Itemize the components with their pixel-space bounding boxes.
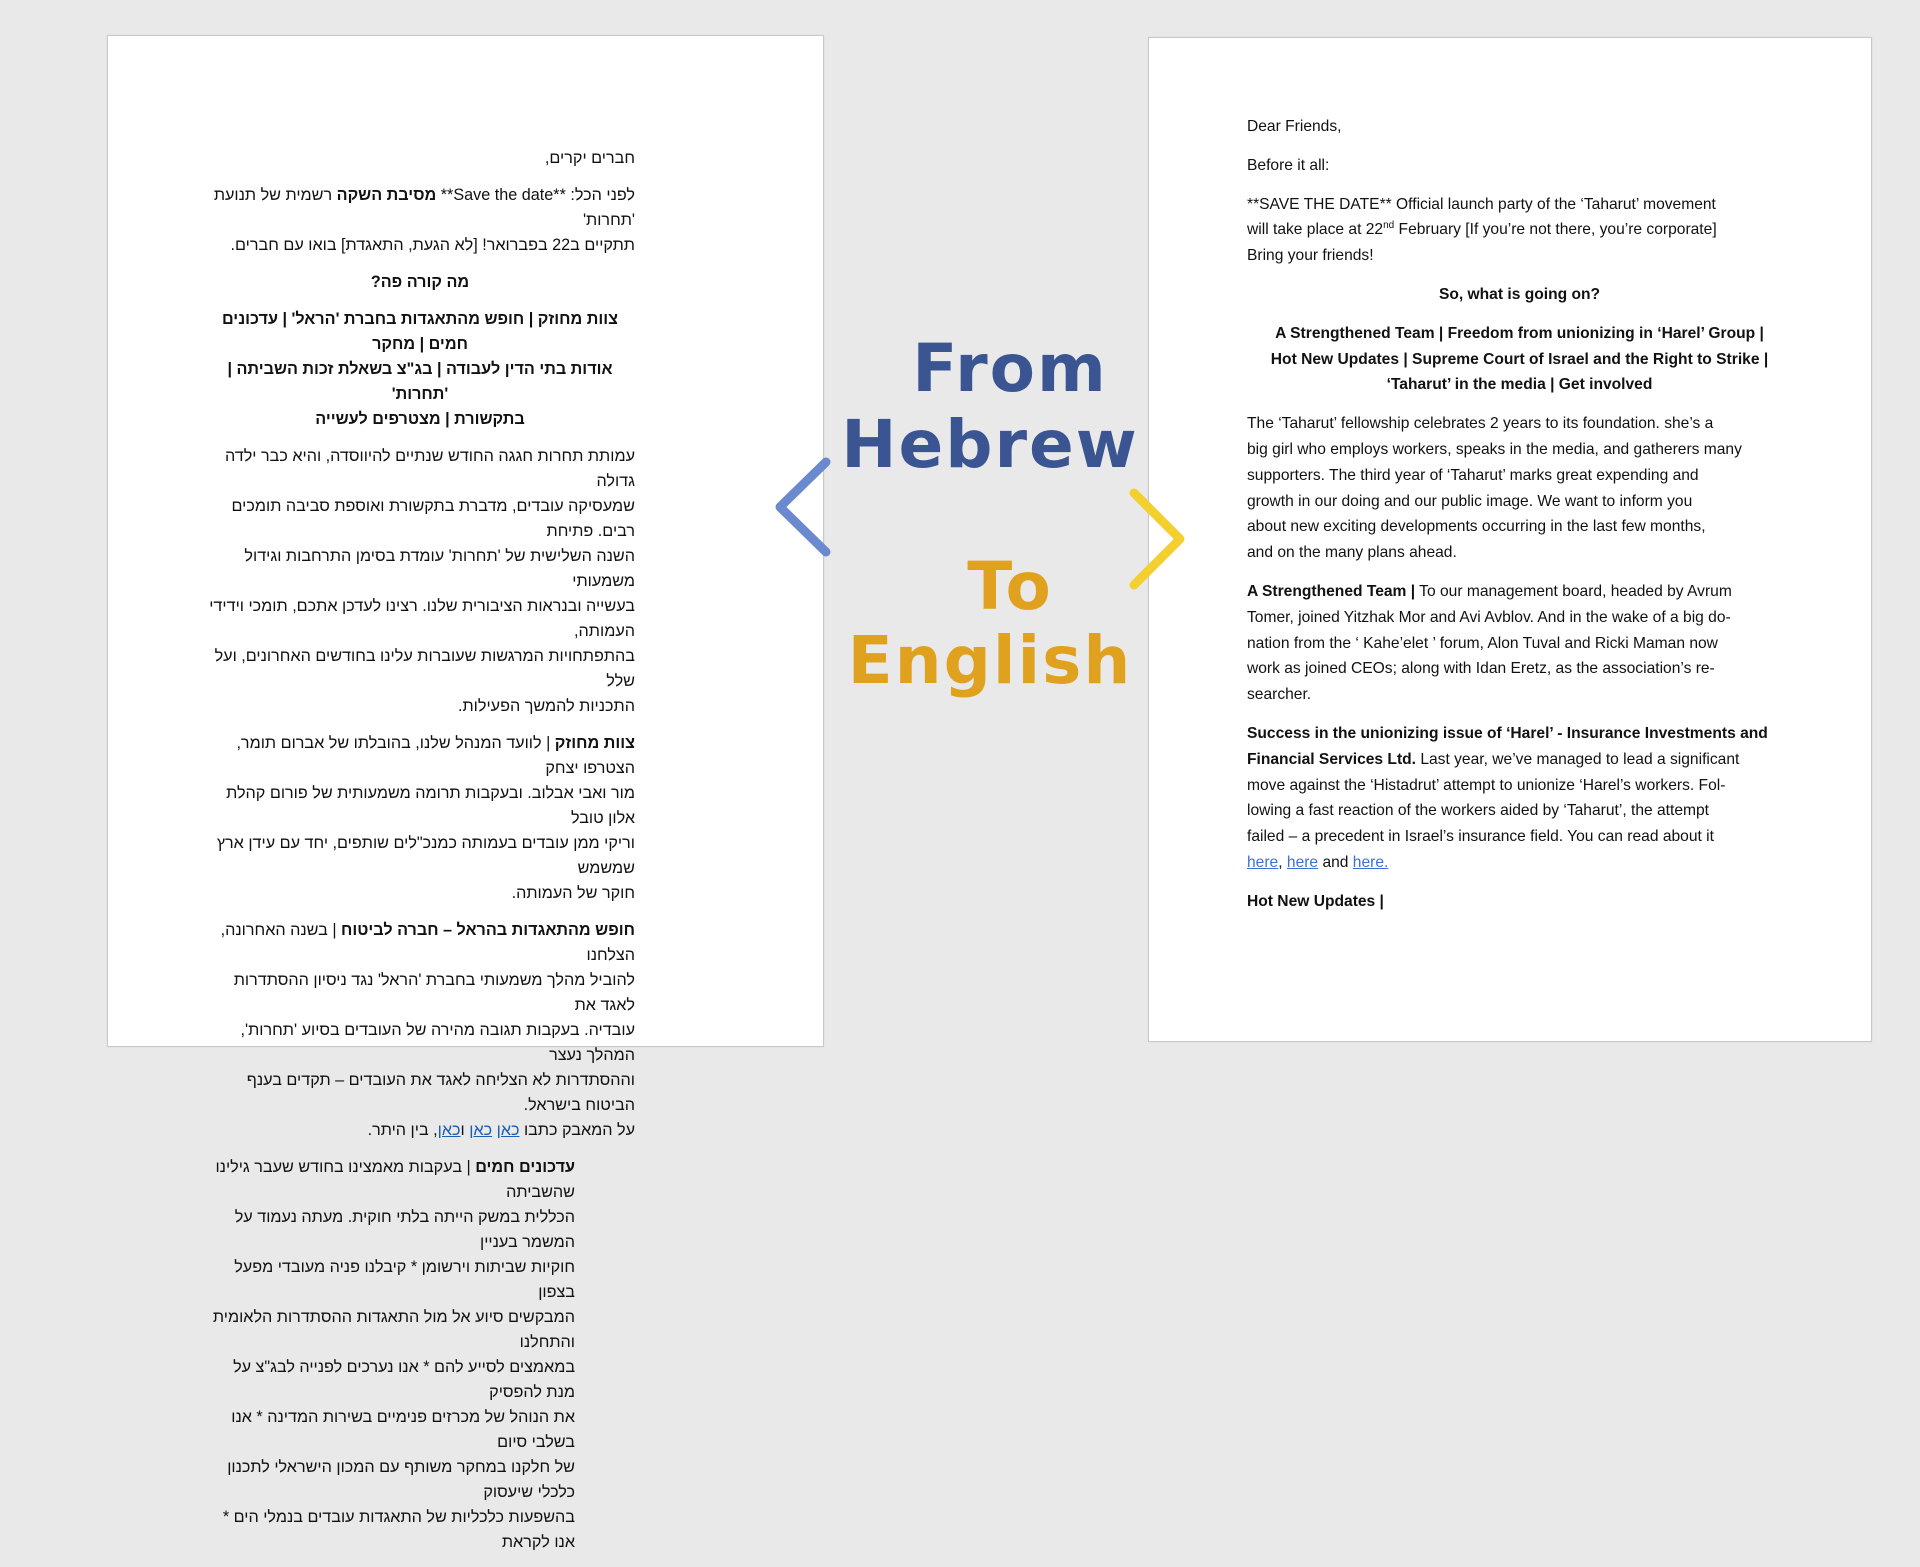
- hebrew-greeting: חברים יקרים,: [544, 149, 635, 167]
- hebrew-launch-party: מסיבת השקה: [336, 186, 437, 204]
- english-harel-line: lowing a fast reaction of the workers aided by ‘Taharut’, the attempt: [1247, 802, 1709, 820]
- hebrew-harel-line: וההסתדרות לא הצליחה לאגד את העובדים – תקדים בענף הביטוח בישראל.: [246, 1071, 635, 1114]
- hebrew-updates-line: בהשפעות כלכליות של התאגדות עובדים בנמלי הים * אנו לקראת: [222, 1508, 575, 1551]
- english-document-page: [1148, 37, 1872, 1042]
- english-save-line-2a: will take place at 22: [1247, 221, 1384, 239]
- hebrew-topics-line-2: אודות בתי הדין לעבודה | בג"צ בשאלת זכות השביתה | 'תחרות': [227, 360, 613, 403]
- english-link-comma: ,: [1278, 853, 1287, 871]
- hebrew-team-line: | לוועד המנהל שלנו, בהובלתו של אברום תומר, הצטרפו יצחק: [236, 734, 635, 777]
- hebrew-team-line: מור ואבי אבלוב. ובעקבות תרומה משמעותית של פורום קהלת אלון טובל: [226, 784, 635, 827]
- hebrew-save-line-a: לפני הכל: **Save the date**: [436, 186, 635, 204]
- hebrew-heading: מה קורה פה?: [370, 273, 470, 291]
- hebrew-document-page: [107, 35, 824, 1551]
- hebrew-updates-line: הכללית במשק הייתה בלתי חוקית. מעתה נעמוד על המשמר בעניין: [234, 1208, 575, 1251]
- english-intro-line: growth in our doing and our public image. We want to inform you: [1247, 492, 1693, 510]
- english-updates-paragraph: [1247, 889, 1792, 915]
- hebrew-document-body: [205, 146, 635, 1567]
- hebrew-updates-title: עדכונים חמים: [475, 1158, 575, 1176]
- english-harel-title-2: Financial Services Ltd.: [1247, 750, 1416, 768]
- hebrew-save-line-c: רשמית של תנועת 'תחרות': [213, 186, 635, 229]
- hebrew-save-line-d: תתקיים ב22 בפברואר! [לא הגעת, התאגדת] בואו עם חברים.: [230, 236, 635, 254]
- english-link-3[interactable]: here.: [1352, 853, 1389, 871]
- english-topics-line-1: A Strengthened Team | Freedom from unionizing in ‘Harel’ Group |: [1275, 324, 1764, 342]
- hebrew-updates-line: במאמצים לסייע להם * אנו נערכים לפנייה לבג"צ על מנת להפסיק: [233, 1358, 575, 1401]
- english-harel-line: failed – a precedent in Israel’s insurance field. You can read about it: [1247, 828, 1714, 846]
- english-document-body: [1247, 114, 1792, 928]
- hebrew-updates-paragraph: [205, 1155, 575, 1555]
- hebrew-intro-paragraph: [205, 444, 635, 719]
- hebrew-updates-line: את הנוהל של מכרזים פנימיים בשירות המדינה * אנו בשלבי סיום: [231, 1408, 575, 1451]
- hebrew-team-title: צוות מחוזק: [554, 734, 635, 752]
- hebrew-harel-read: על המאבק כתבו: [519, 1121, 635, 1139]
- english-intro-line: and on the many plans ahead.: [1247, 544, 1457, 562]
- hebrew-harel-title: חופש מהתאגדות בהראל – חברה לביטוח: [341, 921, 635, 939]
- hebrew-intro-line: עמותת תחרות חגגה החודש שנתיים להיווסדה, והיא כבר ילדה גדולה: [224, 447, 635, 490]
- hebrew-team-line: חוקר של העמותה.: [511, 884, 635, 902]
- hebrew-topics-line-3: בתקשורת | מצטרפים לעשייה: [315, 410, 525, 428]
- english-save-line-3: Bring your friends!: [1247, 247, 1374, 265]
- english-team-line: work as joined CEOs; along with Idan Eretz, as the association’s re-: [1247, 660, 1715, 678]
- english-team-title: A Strengthened Team |: [1247, 582, 1416, 600]
- english-intro-line: about new exciting developments occurring in the last few months,: [1247, 518, 1706, 536]
- hebrew-intro-line: בעשייה ובנראות הציבורית שלנו. רצינו לעדכן אתכם, תומכי וידידי העמותה,: [209, 597, 635, 640]
- hebrew-team-paragraph: [205, 731, 635, 906]
- hebrew-harel-line: עובדיה. בעקבות תגובה מהירה של העובדים בסיוע 'תחרות', המהלך נעצר: [240, 1021, 635, 1064]
- hebrew-updates-line: של חלקנו במחקר משותף עם המכון הישראלי לתכנון כלכלי שיעסוק: [227, 1458, 575, 1501]
- english-label: English: [847, 622, 1133, 699]
- hebrew-team-line: וריקי ממן עובדים בעמותה כמנכ"לים שותפים, יחד עם עידן ארץ שמשמש: [216, 834, 635, 877]
- hebrew-intro-line: שמעסיקה עובדים, מדברת בתקשורת ואוספת סביבה תומכים רבים. פתיחת: [231, 497, 635, 540]
- english-greeting: Dear Friends,: [1247, 118, 1342, 135]
- english-harel-title-1: Success in the unionizing issue of ‘Harel’ - Insurance Investments and: [1247, 724, 1768, 742]
- english-topics: [1247, 321, 1792, 398]
- hebrew-harel-paragraph: [205, 918, 635, 1143]
- hebrew-updates-line: | בעקבות מאמצינו בחודש שעבר גילינו שהשביתה: [215, 1158, 575, 1201]
- english-team-paragraph: [1247, 579, 1792, 708]
- english-harel-line: move against the ‘Histadrut’ attempt to unionize ‘Harel’s workers. Fol-: [1247, 776, 1726, 794]
- english-harel-first: Last year, we’ve managed to lead a significant: [1416, 750, 1740, 768]
- hebrew-updates-line: חוקיות שביתות וירשומן * קיבלנו פניה מעובדי מפעל בצפון: [234, 1258, 575, 1301]
- english-topics-line-3: ‘Taharut’ in the media | Get involved: [1386, 376, 1653, 394]
- hebrew-updates-line: המבקשים סיוע אל מול התאגדות ההסתדרות הלאומית והתחלנו: [212, 1308, 575, 1351]
- english-team-line: Tomer, joined Yitzhak Mor and Avi Avblov. And in the wake of a big do-: [1247, 608, 1731, 626]
- english-intro-line: The ‘Taharut’ fellowship celebrates 2 years to its foundation. she’s a: [1247, 415, 1714, 433]
- hebrew-topics: [205, 307, 635, 432]
- english-link-and: and: [1318, 853, 1353, 871]
- english-save-line-2b: February [If you’re not there, you’re corporate]: [1394, 221, 1717, 239]
- english-topics-line-2: Hot New Updates | Supreme Court of Israel and the Right to Strike |: [1270, 350, 1769, 368]
- hebrew-link-and: ו: [460, 1121, 470, 1139]
- english-link-1[interactable]: here: [1247, 853, 1279, 871]
- hebrew-label: Hebrew: [841, 406, 1139, 483]
- english-link-2[interactable]: here: [1286, 853, 1319, 871]
- english-harel-paragraph: [1247, 721, 1792, 876]
- hebrew-harel-line: להוביל מהלך משמעותי בחברת 'הראל' נגד ניסיון ההסתדרות לאגד את: [233, 971, 635, 1014]
- to-label: To: [967, 548, 1053, 625]
- english-before: Before it all:: [1247, 156, 1330, 174]
- hebrew-link-2[interactable]: כאן: [469, 1121, 493, 1139]
- english-updates-title: Hot New Updates |: [1247, 892, 1384, 910]
- hebrew-link-1[interactable]: כאן: [496, 1121, 520, 1139]
- english-team-line: searcher.: [1247, 686, 1312, 704]
- english-save-sup: nd: [1383, 220, 1395, 232]
- from-label: From: [912, 330, 1108, 407]
- hebrew-link-3[interactable]: כאן: [437, 1121, 461, 1139]
- english-intro-paragraph: [1247, 411, 1792, 566]
- english-intro-line: big girl who employs workers, speaks in the media, and gatherers many: [1247, 440, 1742, 458]
- hebrew-harel-tail: , בין היתר.: [367, 1121, 438, 1139]
- english-save-the-date: [1247, 192, 1792, 269]
- english-save-line-1: **SAVE THE DATE** Official launch party of the ‘Taharut’ movement: [1247, 195, 1716, 213]
- hebrew-intro-line: השנה השלישית של 'תחרות' עומדת בסימן התרחבות וגידול משמעותי: [244, 547, 635, 590]
- hebrew-save-the-date: [205, 183, 635, 258]
- hebrew-topics-line-1: צוות מחוזק | חופש מהתאגדות בחברת 'הראל' | עדכונים חמים | מחקר: [221, 310, 619, 353]
- english-intro-line: supporters. The third year of ‘Taharut’ marks great expending and: [1247, 466, 1699, 484]
- hebrew-intro-line: בהתפתחויות המרגשות שעוברות עלינו בחודשים האחרונים, ועל שלל: [214, 647, 635, 690]
- english-heading: So, what is going on?: [1438, 285, 1601, 303]
- hebrew-intro-line: התכניות להמשך הפעילות.: [458, 697, 635, 715]
- translation-graphic: [770, 330, 1190, 700]
- hebrew-harel-line: | בשנה האחרונה, הצלחנו: [220, 921, 635, 964]
- english-team-line: nation from the ‘ Kahe’elet ’ forum, Alon Tuval and Ricki Maman now: [1247, 634, 1718, 652]
- english-team-first: To our management board, headed by Avrum: [1415, 582, 1732, 600]
